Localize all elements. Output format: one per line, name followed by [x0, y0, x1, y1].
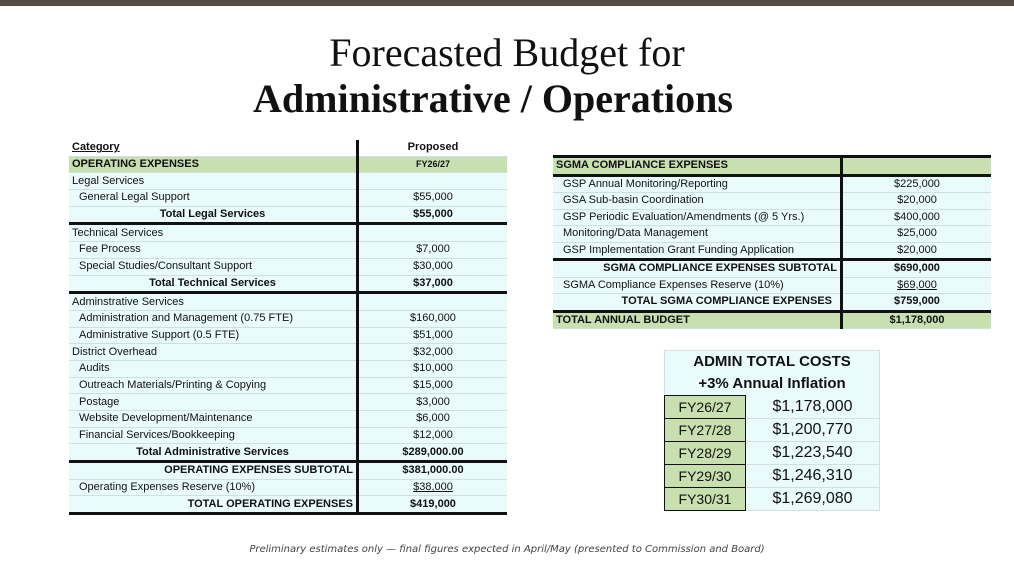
table-row: [69, 427, 507, 444]
row-label: SGMA COMPLIANCE EXPENSES SUBTOTAL: [553, 260, 842, 278]
amount: $1,223,540: [746, 442, 880, 465]
row-label: Total Technical Services: [69, 275, 358, 293]
inflation-subtitle-row: [665, 373, 880, 396]
table-row: [69, 377, 507, 394]
row-label: Administrative Support (0.5 FTE): [69, 327, 358, 344]
inflation-row: [665, 396, 880, 419]
row-value: $51,000: [358, 327, 508, 344]
table-row: [69, 444, 507, 462]
section-label: SGMA COMPLIANCE EXPENSES: [553, 157, 842, 176]
row-label: Administration and Management (0.75 FTE): [69, 310, 358, 327]
row-label: GSA Sub-basin Coordination: [553, 193, 842, 210]
row-value: [358, 224, 508, 242]
row-value: $7,000: [358, 242, 508, 259]
row-value: $55,000: [358, 190, 508, 207]
row-label: GSP Periodic Evaluation/Amendments (@ 5 Yrs.): [553, 209, 842, 226]
inflation-title-row: [665, 351, 880, 374]
row-label: Operating Expenses Reserve (10%): [69, 479, 358, 496]
table-row: [69, 411, 507, 428]
table-row: [69, 242, 507, 259]
table-row: [553, 242, 991, 260]
row-label: Fee Process: [69, 242, 358, 259]
footnote: Preliminary estimates only — final figures expected in April/May (presented to Commission and Board): [249, 544, 765, 555]
inflation-row: [665, 442, 880, 465]
amount: $1,200,770: [746, 419, 880, 442]
table-row: [69, 190, 507, 207]
row-label: SGMA Compliance Expenses Reserve (10%): [553, 277, 842, 294]
annual-budget-row: [553, 311, 991, 329]
annual-budget-value: $1,178,000: [842, 311, 992, 329]
table-header-row: [69, 140, 507, 156]
row-label: Website Development/Maintenance: [69, 411, 358, 428]
row-value: $759,000: [842, 294, 992, 312]
row-label: Technical Services: [69, 224, 358, 242]
row-value: $289,000.00: [358, 444, 508, 462]
table-row: [69, 293, 507, 311]
row-label: TOTAL SGMA COMPLIANCE EXPENSES: [553, 294, 842, 312]
annual-budget-label: TOTAL ANNUAL BUDGET: [553, 311, 842, 329]
page-title-line2: Administrative / Operations: [253, 76, 733, 121]
subtotal-row: [553, 260, 991, 278]
table-row: [69, 173, 507, 190]
inflation-row: [665, 488, 880, 511]
fiscal-year-label: FY26/27: [358, 156, 508, 173]
row-label: General Legal Support: [69, 190, 358, 207]
row-value: $30,000: [358, 258, 508, 275]
row-value: $15,000: [358, 377, 508, 394]
inflation-title: ADMIN TOTAL COSTS: [665, 351, 880, 374]
table-row: [69, 344, 507, 361]
amount: $1,269,080: [746, 488, 880, 511]
total-row: [553, 294, 991, 312]
page-title-line1: Forecasted Budget for: [329, 30, 685, 75]
row-label: Legal Services: [69, 173, 358, 190]
row-value: $20,000: [842, 242, 992, 260]
subtotal-row: [69, 462, 507, 480]
row-value: $3,000: [358, 394, 508, 411]
fiscal-year: FY30/31: [665, 488, 746, 511]
table-row: [69, 258, 507, 275]
row-value: $381,000.00: [358, 462, 508, 480]
inflation-subtitle: +3% Annual Inflation: [665, 373, 880, 396]
inflation-forecast-table: [664, 350, 880, 511]
row-label: Audits: [69, 360, 358, 377]
row-label: TOTAL OPERATING EXPENSES: [69, 496, 358, 514]
row-label: Special Studies/Consultant Support: [69, 258, 358, 275]
row-value: $160,000: [358, 310, 508, 327]
fiscal-year: FY26/27: [665, 396, 746, 419]
row-label: Postage: [69, 394, 358, 411]
table-row: [69, 206, 507, 224]
row-value: $12,000: [358, 427, 508, 444]
row-value: $37,000: [358, 275, 508, 293]
row-value: [358, 173, 508, 190]
row-value: $6,000: [358, 411, 508, 428]
section-header-row: [69, 156, 507, 173]
row-value: $32,000: [358, 344, 508, 361]
total-row: [69, 496, 507, 514]
row-value: $419,000: [358, 496, 508, 514]
row-value: $400,000: [842, 209, 992, 226]
row-value: $55,000: [358, 206, 508, 224]
row-value: $690,000: [842, 260, 992, 278]
operating-expenses-table: [69, 140, 507, 515]
row-label: Financial Services/Bookkeeping: [69, 427, 358, 444]
amount: $1,246,310: [746, 465, 880, 488]
reserve-row: [69, 479, 507, 496]
row-label: Adminstrative Services: [69, 293, 358, 311]
row-label: Total Administrative Services: [69, 444, 358, 462]
row-value: $25,000: [842, 226, 992, 243]
table-row: [553, 226, 991, 243]
table-row: [69, 360, 507, 377]
fiscal-year: FY28/29: [665, 442, 746, 465]
table-row: [69, 224, 507, 242]
inflation-row: [665, 419, 880, 442]
table-row: [69, 310, 507, 327]
row-value: $10,000: [358, 360, 508, 377]
section-header-row: [553, 157, 991, 176]
table-row: [69, 275, 507, 293]
table-row: [69, 394, 507, 411]
table-row: [553, 175, 991, 193]
amount: $1,178,000: [746, 396, 880, 419]
table-row: [553, 209, 991, 226]
top-accent-bar: [0, 0, 1014, 6]
row-value: $69,000: [842, 277, 992, 294]
section-value: [842, 157, 992, 176]
row-label: Outreach Materials/Printing & Copying: [69, 377, 358, 394]
table-row: [69, 327, 507, 344]
fiscal-year: FY27/28: [665, 419, 746, 442]
row-label: OPERATING EXPENSES SUBTOTAL: [69, 462, 358, 480]
row-value: $38,000: [358, 479, 508, 496]
reserve-row: [553, 277, 991, 294]
category-header: Category: [69, 140, 358, 156]
sgma-compliance-table: [553, 155, 991, 329]
row-label: Monitoring/Data Management: [553, 226, 842, 243]
row-value: $225,000: [842, 175, 992, 193]
inflation-row: [665, 465, 880, 488]
proposed-header: Proposed: [358, 140, 508, 156]
row-value: $20,000: [842, 193, 992, 210]
section-label: OPERATING EXPENSES: [69, 156, 358, 173]
row-label: GSP Annual Monitoring/Reporting: [553, 175, 842, 193]
row-label: District Overhead: [69, 344, 358, 361]
table-row: [553, 193, 991, 210]
row-value: [358, 293, 508, 311]
row-label: GSP Implementation Grant Funding Application: [553, 242, 842, 260]
fiscal-year: FY29/30: [665, 465, 746, 488]
row-label: Total Legal Services: [69, 206, 358, 224]
